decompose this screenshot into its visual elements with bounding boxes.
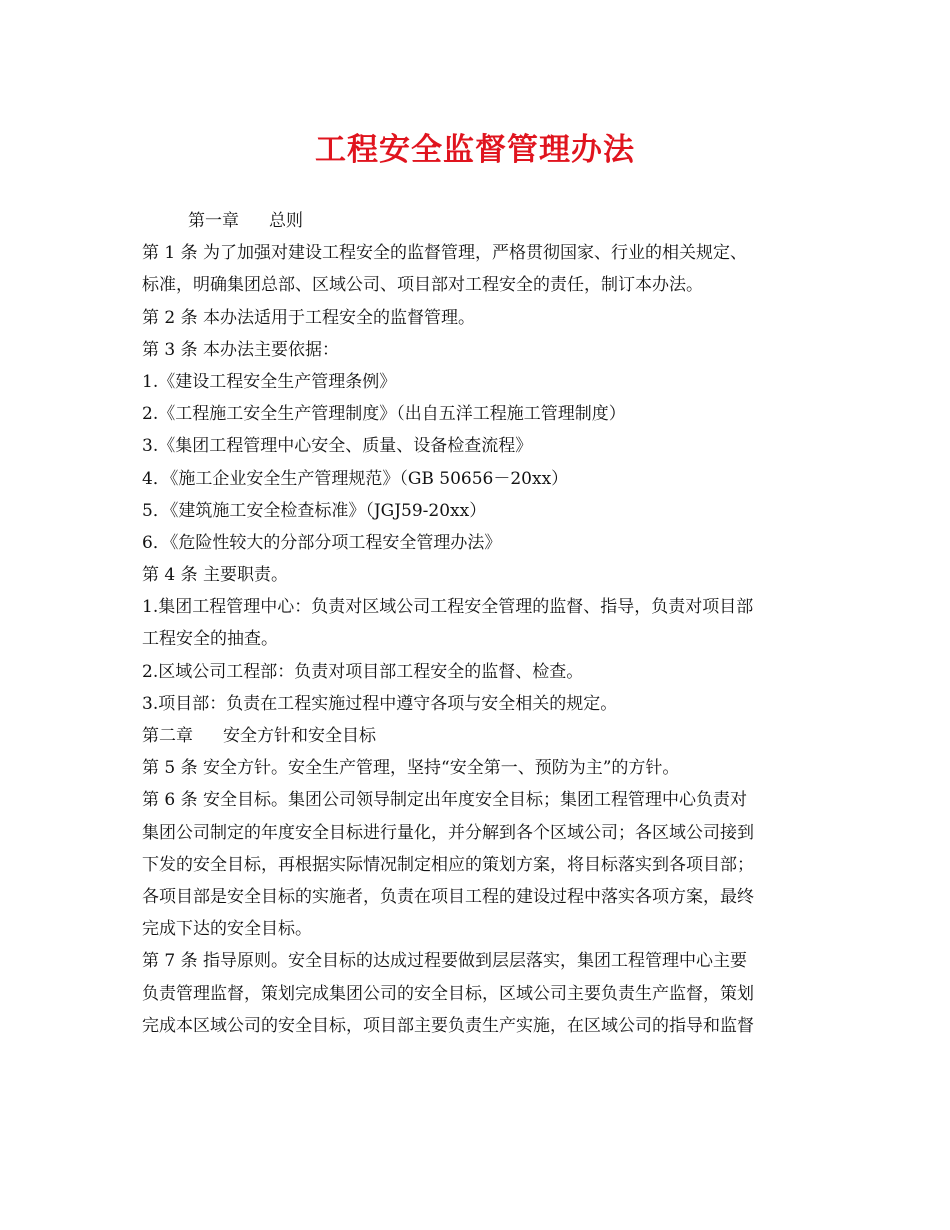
text-line: 第 6 条 安全目标。集团公司领导制定出年度安全目标；集团工程管理中心负责对 bbox=[142, 790, 748, 811]
text-line: 工程安全的抽查。 bbox=[142, 629, 278, 650]
text-line: 负责管理监督，策划完成集团公司的安全目标，区域公司主要负责生产监督，策划 bbox=[142, 983, 754, 1004]
text-line: 标准，明确集团总部、区域公司、项目部对工程安全的责任，制订本办法。 bbox=[142, 275, 703, 296]
text-line: 2.区域公司工程部：负责对项目部工程安全的监督、检查。 bbox=[142, 661, 584, 682]
text-line: 5．《建筑施工安全检查标准》（JGJ59-20xx） bbox=[142, 500, 487, 521]
text-line: 6．《危险性较大的分部分项工程安全管理办法》 bbox=[142, 532, 502, 553]
chapter-title: 安全方针和安全目标 bbox=[223, 726, 376, 746]
text-line: 第 4 条 主要职责。 bbox=[142, 565, 289, 586]
text-line: 第 5 条 安全方针。安全生产管理，坚持“安全第一、预防为主”的方针。 bbox=[142, 758, 680, 779]
text-line: 完成下达的安全目标。 bbox=[142, 919, 312, 940]
text-line: 4．《施工企业安全生产管理规范》（GB 50656－20xx） bbox=[142, 468, 569, 489]
text-line: 1.《建设工程安全生产管理条例》 bbox=[142, 371, 397, 392]
chapter-title: 总则 bbox=[269, 211, 303, 231]
text-line: 下发的安全目标，再根据实际情况制定相应的策划方案，将目标落实到各项目部； bbox=[142, 854, 754, 875]
text-line: 3.《集团工程管理中心安全、质量、设备检查流程》 bbox=[142, 436, 533, 457]
document-title: 工程安全监督管理办法 bbox=[315, 132, 635, 168]
text-line: 第 1 条 为了加强对建设工程安全的监督管理，严格贯彻国家、行业的相关规定、 bbox=[142, 243, 748, 264]
text-line: 第 3 条 本办法主要依据： bbox=[142, 339, 340, 360]
document-body bbox=[142, 205, 832, 1042]
chapter-number: 第二章 bbox=[142, 726, 193, 746]
text-line: 完成本区域公司的安全目标，项目部主要负责生产实施，在区域公司的指导和监督 bbox=[142, 1015, 754, 1036]
text-line: 1.集团工程管理中心：负责对区域公司工程安全管理的监督、指导，负责对项目部 bbox=[142, 597, 754, 618]
text-line: 第 2 条 本办法适用于工程安全的监督管理。 bbox=[142, 307, 476, 328]
chapter-number: 第一章 bbox=[188, 211, 239, 231]
text-line: 各项目部是安全目标的实施者，负责在项目工程的建设过程中落实各项方案，最终 bbox=[142, 886, 754, 907]
text-line: 2.《工程施工安全生产管理制度》（出自五洋工程施工管理制度） bbox=[142, 404, 626, 425]
text-line: 集团公司制定的年度安全目标进行量化，并分解到各个区域公司；各区域公司接到 bbox=[142, 822, 754, 843]
text-line: 第 7 条 指导原则。安全目标的达成过程要做到层层落实，集团工程管理中心主要 bbox=[142, 951, 748, 972]
chapter-heading bbox=[142, 720, 832, 752]
chapter-heading bbox=[142, 205, 832, 237]
text-line: 3.项目部：负责在工程实施过程中遵守各项与安全相关的规定。 bbox=[142, 693, 618, 714]
